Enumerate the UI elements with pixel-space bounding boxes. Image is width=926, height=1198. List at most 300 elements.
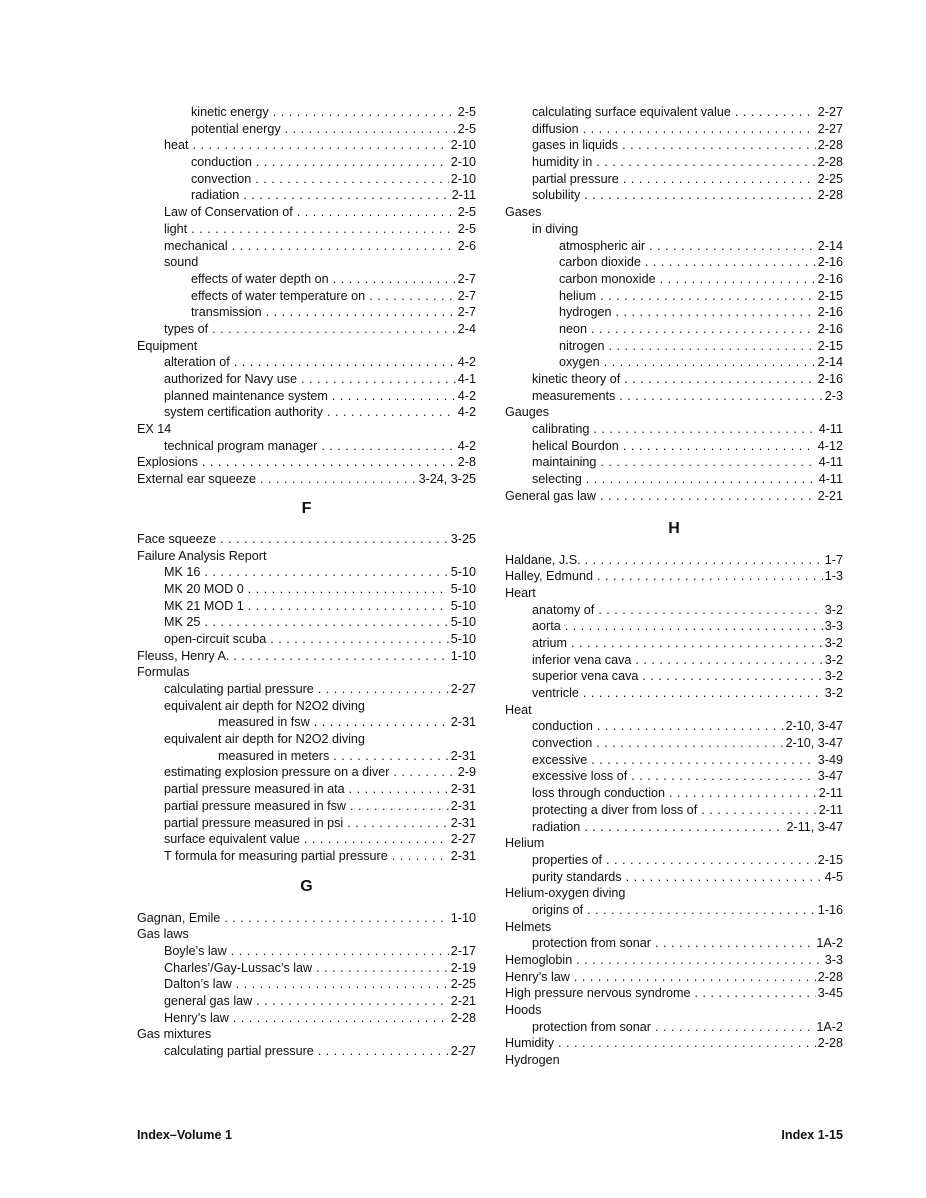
index-entry [505,454,843,471]
index-entry-term: nitrogen [559,338,605,353]
index-entry-page: 2-17 [450,943,476,958]
index-entry-term: anatomy of [532,602,595,617]
index-entry-term: measured in meters [218,748,330,763]
index-entry-page: 4-2 [457,405,476,420]
dot-leader [604,354,816,371]
dot-leader [584,819,784,836]
index-entry-term: atmospheric air [559,238,646,253]
index-entry-term: helium [559,288,597,303]
index-entry [505,735,843,752]
index-entry-term: General gas law [505,488,597,503]
index-entry-page: 2-16 [817,305,843,320]
dot-leader [321,438,455,455]
dot-leader [333,748,448,765]
index-entry-page: 2-15 [817,852,843,867]
index-entry-page: 2-5 [457,221,476,236]
index-entry [505,1019,843,1036]
dot-leader [256,993,449,1010]
index-entry [505,1052,843,1069]
section-heading-f: F [301,499,312,517]
index-entry-term: Gases [505,205,542,220]
index-entry-page: 4-5 [824,869,843,884]
index-entry-term: system certification authority [164,405,323,420]
dot-leader [233,648,448,665]
index-entry-page: 2-31 [450,815,476,830]
index-entry [505,488,843,505]
dot-leader [285,121,456,138]
index-entry [505,221,843,238]
index-entry [137,371,476,388]
index-entry-term: MK 25 [164,615,201,630]
index-entry-term: partial pressure measured in ata [164,782,345,797]
index-entry-page: 3-2 [824,669,843,684]
index-entry [505,338,843,355]
dot-leader [202,454,456,471]
index-entry-term: carbon dioxide [559,255,641,270]
index-entry-term: kinetic energy [191,105,269,119]
index-entry-term: Hemoglobin [505,953,573,967]
index-entry-page: 4-2 [457,355,476,370]
index-entry [505,552,843,569]
index-entry-term: selecting [532,472,582,487]
index-entry-term: transmission [191,305,262,320]
index-entry-page: 3-2 [824,635,843,650]
index-entry-term: effects of water temperature on [191,288,366,303]
index-entry-term: conduction [532,719,593,734]
index-entry-page: 2-5 [457,121,476,136]
index-entry [505,121,843,138]
index-entry-term: helical Bourdon [532,438,619,453]
index-entry-page: 2-19 [450,960,476,975]
index-entry-page: 1A-2 [816,936,843,951]
index-entry [137,354,476,371]
index-entry [505,371,843,388]
index-entry-term: carbon monoxide [559,271,656,286]
index-entry [137,926,476,943]
index-entry-term: estimating explosion pressure on a diver [164,765,390,780]
index-entry [505,354,843,371]
index-entries-g [137,910,476,1060]
dot-leader [232,238,456,255]
index-entry-page: 3-49 [817,752,843,767]
dot-leader [574,969,816,986]
dot-leader [587,902,816,919]
index-entry-page: 3-2 [824,602,843,617]
index-entry [505,421,843,438]
dot-leader [600,488,816,505]
dot-leader [231,943,449,960]
index-entry-page: 2-27 [450,832,476,847]
dot-leader [655,935,814,952]
index-entry [137,388,476,405]
index-entry-term: MK 20 MOD 0 [164,581,244,596]
index-entry [137,531,476,548]
dot-leader [576,952,823,969]
index-entry [505,852,843,869]
index-entry [505,104,843,121]
index-entry [137,815,476,832]
index-entry-term: surface equivalent value [164,832,300,847]
index-entry [137,831,476,848]
dot-leader [327,404,456,421]
index-entry-page: 2-3 [824,388,843,403]
index-entry-page: 2-31 [450,782,476,797]
dot-leader [393,764,455,781]
index-entry [505,919,843,936]
index-entry-term: Explosions [137,455,198,470]
index-entry-term: measured in fsw [218,715,310,730]
index-entry-term: measurements [532,388,616,403]
section-heading-h: H [668,519,680,537]
index-entry-page: 5-10 [450,598,476,613]
index-entry-page: 2-31 [450,748,476,763]
index-entry-term: heat [164,138,189,153]
index-entry-term: partial pressure measured in fsw [164,798,346,813]
index-entry-term: Halley, Edmund [505,569,593,584]
index-entry-page: 3-2 [824,652,843,667]
index-entry-page: 5-10 [450,631,476,646]
index-entry-page: 2-16 [817,372,843,386]
index-entry [137,404,476,421]
index-entry-term: equivalent air depth for N2O2 diving [164,732,365,747]
dot-leader [626,869,823,886]
index-entry-page: 2-27 [450,1044,476,1059]
section-heading-g: G [300,877,313,895]
index-entry-page: 1-7 [824,552,843,567]
index-entry [137,238,476,255]
index-entry [505,1035,843,1052]
index-entry [137,848,476,865]
index-entry-term: in diving [532,221,579,236]
index-entry-term: light [164,221,188,236]
index-entry-term: excessive loss of [532,769,628,784]
index-entry [505,254,843,271]
dot-leader [619,388,823,405]
index-entry-term: protection from sonar [532,1019,651,1034]
dot-leader [585,552,823,569]
index-entry [505,752,843,769]
dot-leader [586,471,817,488]
dot-leader [622,137,816,154]
index-entry [137,121,476,138]
index-entry-term: calibrating [532,422,590,437]
dot-leader [234,354,456,371]
dot-leader [655,1019,814,1036]
dot-leader [255,171,449,188]
index-entry-term: ventricle [532,686,579,700]
index-entry-term: gases in liquids [532,138,619,153]
index-entry [137,714,476,731]
index-entry-page: 2-21 [450,994,476,1008]
index-entry-page: 2-25 [817,171,843,186]
dot-leader [256,154,449,171]
index-entry-page: 2-28 [450,1010,476,1025]
index-entry-page: 2-5 [457,205,476,220]
index-entry-term: types of [164,321,209,336]
index-entries-e [137,104,476,488]
dot-leader [349,781,449,798]
index-entry-term: diffusion [532,121,579,136]
index-entry-term: sound [164,255,199,270]
index-entry-term: Helium [505,836,545,851]
index-entry [137,664,476,681]
index-entry-term: superior vena cava [532,669,639,684]
index-entries-f [137,531,476,865]
index-entry-term: calculating surface equivalent value [532,105,731,119]
index-entry-term: oxygen [559,355,600,370]
index-entry-term: equivalent air depth for N2O2 diving [164,698,365,713]
index-entry-term: radiation [532,819,581,834]
dot-leader [591,321,816,338]
index-entry [505,902,843,919]
dot-leader [332,388,456,405]
index-entry-page: 2-11 [818,786,843,801]
dot-leader [369,288,456,305]
index-column-left [137,104,476,1060]
index-entry-page: 5-10 [450,581,476,596]
dot-leader [583,121,816,138]
dot-leader [243,187,449,204]
index-entry-term: Humidity [505,1036,554,1051]
index-entry [505,702,843,719]
index-entry-page: 4-2 [457,388,476,403]
index-entry [505,935,843,952]
index-entry [505,304,843,321]
index-entry-term: Failure Analysis Report [137,548,267,563]
index-entry-term: Gauges [505,405,550,420]
index-entry-term: Hydrogen [505,1053,560,1068]
index-entry [137,1010,476,1027]
index-entry [505,885,843,902]
index-entry-term: planned maintenance system [164,388,328,403]
index-entries-h [505,552,843,1069]
index-entry-page: 2-16 [817,321,843,336]
index-entry-term: neon [559,321,588,336]
dot-leader [224,910,448,927]
dot-leader [571,635,823,652]
index-entry [505,238,843,255]
index-entry-page: 2-14 [817,238,843,253]
index-entry-page: 2-28 [817,155,843,170]
index-entry [137,137,476,154]
index-entry-term: potential energy [191,121,281,136]
index-entry-term: calculating partial pressure [164,682,314,696]
index-entry-page: 2-28 [817,1036,843,1051]
index-entry [505,602,843,619]
index-entry-term: partial pressure measured in psi [164,815,344,830]
dot-leader [333,271,456,288]
index-entry-page: 2-11 [818,802,843,817]
dot-leader [624,371,816,388]
index-entry-page: 2-8 [457,455,476,470]
index-entry [137,438,476,455]
index-entry-page: 2-31 [450,798,476,813]
index-entry [137,943,476,960]
index-entry [505,869,843,886]
index-entry [137,187,476,204]
dot-leader [270,631,449,648]
index-entry-page: 2-11 [451,188,476,203]
index-entry-term: Helmets [505,919,552,934]
dot-leader [631,768,816,785]
index-entry [137,271,476,288]
index-entry-term: Gagnan, Emile [137,910,221,925]
index-entry [137,564,476,581]
index-entry-term: External ear squeeze [137,472,257,487]
index-entry-term: calculating partial pressure [164,1044,314,1059]
index-entry-page: 2-21 [817,488,843,503]
index-entry-page: 1-3 [824,569,843,584]
dot-leader [220,531,449,548]
dot-leader [558,1035,816,1052]
index-entry-term: Helium-oxygen diving [505,886,626,901]
index-entry-page: 2-11, 3-47 [786,819,843,834]
index-entry-page: 3-3 [824,619,843,634]
index-entry-term: Formulas [137,665,190,680]
dot-leader [591,752,815,769]
index-entry-term: excessive [532,752,588,767]
index-entry-page: 2-4 [457,321,476,336]
dot-leader [304,831,449,848]
index-entry [505,388,843,405]
dot-leader [583,685,823,702]
index-entry [505,404,843,421]
index-entry-term: hydrogen [559,305,612,320]
index-entry-term: Haldane, J.S. [505,552,581,567]
dot-leader [212,321,456,338]
index-entry [137,204,476,221]
index-entry-term: effects of water depth on [191,271,329,286]
dot-leader [642,668,822,685]
index-entry [137,1043,476,1060]
index-entry [505,718,843,735]
dot-leader [314,714,449,731]
dot-leader [193,137,449,154]
index-entry-page: 1A-2 [816,1019,843,1034]
dot-leader [236,976,449,993]
index-entry-term: High pressure nervous syndrome [505,986,691,1001]
dot-leader [316,960,449,977]
dot-leader [669,785,817,802]
index-entry-term: MK 16 [164,565,201,580]
index-entry-page: 2-9 [457,765,476,780]
index-entry [505,204,843,221]
index-entry-page: 4-11 [818,422,843,437]
index-entry-page: 4-1 [457,372,476,386]
index-entry [505,969,843,986]
dot-leader [645,254,816,271]
index-entry-page: 2-10 [450,171,476,186]
index-entry [137,910,476,927]
index-entry [137,1026,476,1043]
index-entry-page: 3-25 [450,531,476,546]
index-entry [505,585,843,602]
index-entry-term: Charles’/Gay-Lussac’s law [164,960,313,975]
index-entry [505,802,843,819]
index-entry-page: 2-10, 3-47 [785,736,843,751]
index-entry [137,731,476,748]
index-entry [137,598,476,615]
footer-page-number: Index 1-15 [781,1128,843,1142]
dot-leader [660,271,816,288]
index-entry-page: 2-31 [450,715,476,730]
index-entry-page: 2-6 [457,238,476,253]
index-entry [505,568,843,585]
index-entry-term: Fleuss, Henry A. [137,648,230,663]
dot-leader [301,371,456,388]
dot-leader [266,304,456,321]
index-entry-term: alteration of [164,355,230,370]
index-entry-term: Face squeeze [137,531,217,546]
dot-leader [649,238,816,255]
index-entry-term: EX 14 [137,422,172,437]
index-entry [505,635,843,652]
index-entry-term: convection [191,171,252,186]
dot-leader [248,598,449,615]
dot-leader [609,338,816,355]
index-entry-term: conduction [191,155,252,170]
index-entry [137,781,476,798]
index-entry-term: kinetic theory of [532,372,621,386]
dot-leader [565,618,823,635]
index-entry-term: inferior vena cava [532,652,632,667]
dot-leader [616,304,816,321]
index-entry-term: Hoods [505,1003,542,1018]
index-entry-page: 4-11 [818,455,843,470]
index-entry-page: 2-27 [817,121,843,136]
dot-leader [233,1010,449,1027]
dot-leader [623,171,816,188]
index-entry-page: 2-16 [817,271,843,286]
index-entry [137,104,476,121]
index-entry [137,581,476,598]
index-entry-term: protecting a diver from loss of [532,802,698,817]
index-entry-page: 2-16 [817,255,843,270]
index-entry-term: aorta [532,619,561,634]
dot-leader [204,614,448,631]
dot-leader [695,985,816,1002]
index-entry-page: 3-45 [817,986,843,1001]
index-entry [137,548,476,565]
index-entry [505,171,843,188]
index-entry-term: Dalton’s law [164,977,232,992]
index-entry [137,254,476,271]
index-entry [137,471,476,488]
index-entry-page: 3-24, 3-25 [418,472,476,487]
index-entry-page: 2-28 [817,138,843,153]
dot-leader [600,288,816,305]
index-entry [137,171,476,188]
index-entry-term: Equipment [137,338,198,353]
index-entry-page: 2-27 [450,682,476,696]
dot-leader [701,802,817,819]
index-entry [137,631,476,648]
index-entry-page: 3-3 [824,953,843,967]
index-entry-term: general gas law [164,994,253,1008]
index-entry [505,137,843,154]
index-entry [137,993,476,1010]
dot-leader [593,421,816,438]
index-entry [137,698,476,715]
index-entry [505,154,843,171]
index-entry-term: MK 21 MOD 1 [164,598,244,613]
index-entry-term: Law of Conservation of [164,205,293,220]
index-entry-term: purity standards [532,869,622,884]
index-entry [137,960,476,977]
index-entry [505,288,843,305]
index-entry [137,454,476,471]
dot-leader [635,652,822,669]
